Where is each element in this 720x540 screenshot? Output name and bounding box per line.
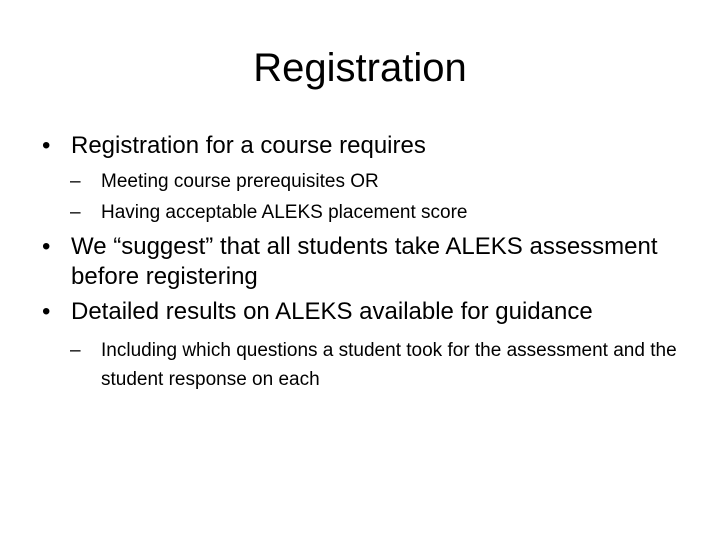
slide-body (42, 131, 682, 398)
bullet-icon: • (42, 298, 51, 325)
bullet-icon: • (42, 233, 51, 260)
sub-bullet-item (42, 197, 682, 228)
bullet-text: We “suggest” that all students take ALEKS assessment before registering (71, 233, 658, 290)
sub-bullet-text: Having acceptable ALEKS placement score (101, 202, 468, 223)
bullet-text: Registration for a course requires (71, 132, 426, 159)
bullet-item (42, 297, 682, 327)
sub-bullet-item (42, 166, 682, 197)
slide-title: Registration (253, 46, 467, 90)
bullet-item (42, 131, 682, 161)
bullet-text: Detailed results on ALEKS available for guidance (71, 298, 593, 325)
sub-list (42, 336, 682, 394)
bullet-item (42, 232, 682, 292)
dash-icon: – (70, 202, 81, 223)
sub-bullet-text: Meeting course prerequisites OR (101, 171, 379, 192)
sub-bullet-text: Including which questions a student took for the assessment and the student response on each (101, 340, 677, 390)
bullet-icon: • (42, 132, 51, 159)
sub-bullet-item (42, 336, 682, 394)
sub-list (42, 166, 682, 228)
dash-icon: – (70, 340, 81, 361)
dash-icon: – (70, 171, 81, 192)
